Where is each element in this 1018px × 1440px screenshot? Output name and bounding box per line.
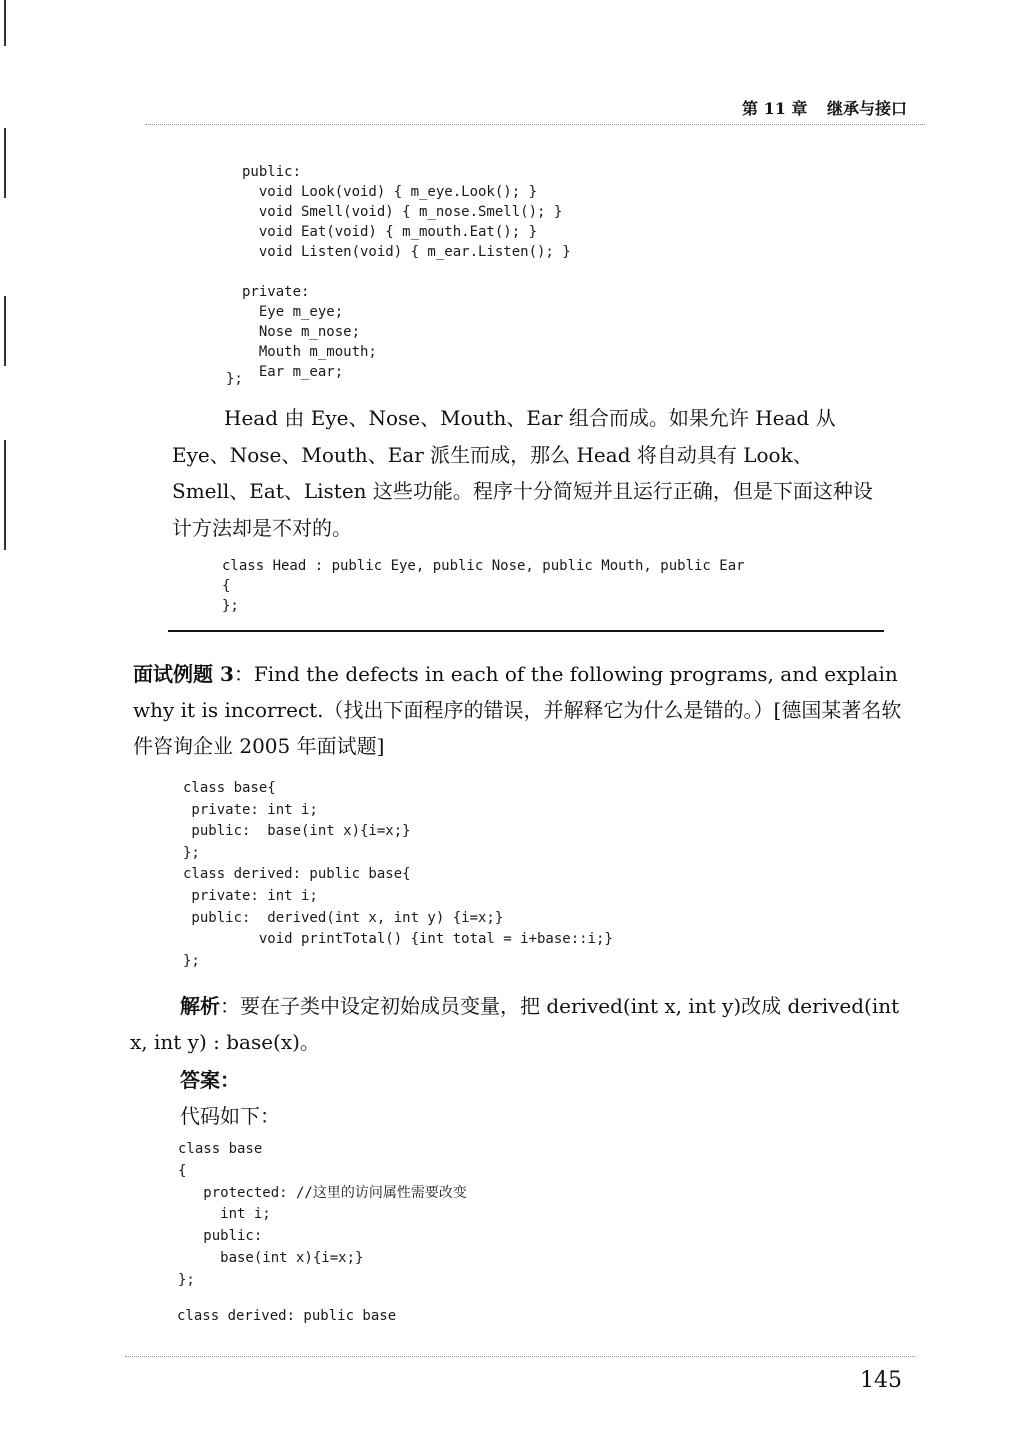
question-text: Find the defects in each of the following programs, and explain why it is incorrect.（找出下面程序的错误，并解释它为什么是错的。）[德国某著名软件咨询企业 2005 年面试题]: [133, 662, 902, 758]
section-divider: [168, 630, 884, 632]
footer-divider: [125, 1356, 915, 1357]
paragraph-composition: Head 由 Eye、Nose、Mouth、Ear 组合而成。如果允许 Head 从 Eye、Nose、Mouth、Ear 派生而成，那么 Head 将自动具有 Look、Smell、Eat、Listen 这些功能。程序十分简短并且运行正确，但是下面这种设计方法却是不对的。: [172, 406, 873, 540]
code-intro: 代码如下：: [180, 1104, 280, 1128]
code-block-head-inheritance: class Head : public Eye, public Nose, public Mouth, public Ear { };: [222, 558, 745, 614]
analysis-separator: ：: [220, 994, 240, 1018]
running-header: [742, 96, 907, 119]
answer-label: 答案：: [180, 1068, 240, 1092]
analysis-text: 要在子类中设定初始成员变量，把 derived(int x, int y)改成 derived(int x, int y) : base(x)。: [130, 994, 900, 1054]
binding-edge-mark: [4, 0, 6, 46]
header-title: 继承与接口: [827, 99, 908, 118]
code-block-fixed-derived: class derived: public base: [177, 1308, 397, 1324]
header-chapter: 第 11 章: [742, 99, 808, 118]
binding-edge-mark: [4, 128, 6, 198]
binding-edge-mark: [4, 440, 6, 550]
binding-edge-mark: [4, 296, 6, 366]
page-number: 145: [860, 1368, 902, 1393]
code-block-head-class-close: };: [226, 371, 243, 387]
analysis-paragraph: [130, 988, 916, 1060]
code-block-head-class: public: void Look(void) { m_eye.Look(); } void Smell(void) { m_nose.Smell(); } void Eat(void) { m_mouth.Eat(); } void Listen(void) { m_ear.Listen(); } private: Eye m_eye; Nose m_nose; Mouth m_mouth; Ear m_ear;: [242, 164, 571, 380]
header-divider: [145, 124, 925, 125]
code-block-defective-program: class base{ private: int i; public: base(int x){i=x;} }; class derived: public base{ private: int i; public: derived(int x, int y) {i=x;} void printTotal() {int total = i+base::i;} };: [183, 780, 613, 969]
question-separator: ：: [233, 662, 254, 686]
question-label: 面试例题 3: [133, 662, 234, 686]
interview-question-3: [133, 656, 919, 764]
code-block-fixed-base: class base { protected: //这里的访问属性需要改变 int i; public: base(int x){i=x;} };: [178, 1141, 467, 1288]
analysis-label: 解析: [180, 994, 220, 1018]
